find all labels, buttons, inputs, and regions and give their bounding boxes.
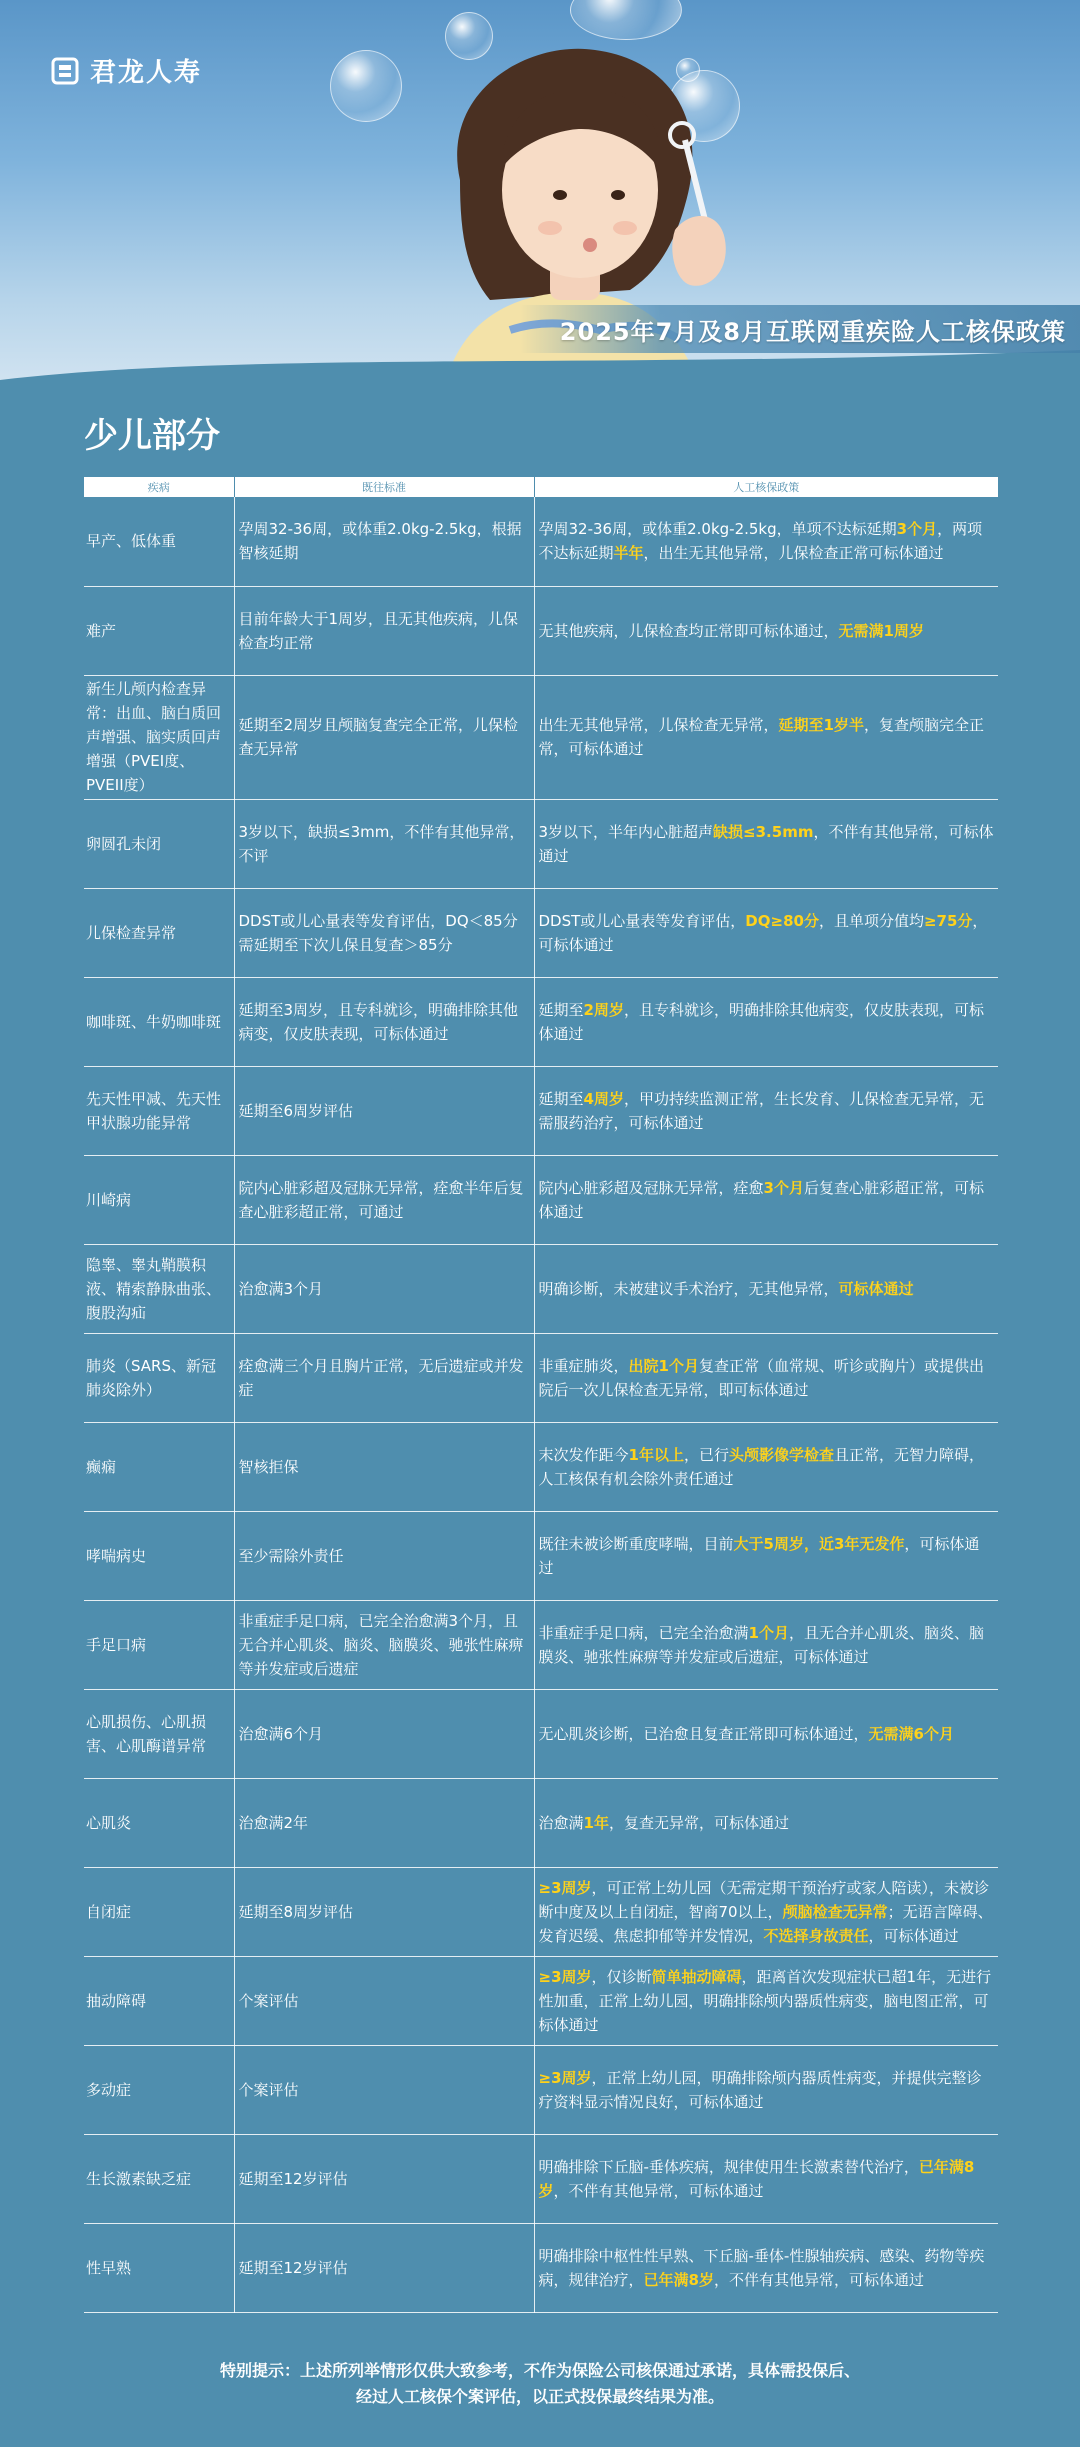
- manual-policy-cell: [534, 1155, 998, 1244]
- disease-cell: 手足口病: [84, 1600, 234, 1689]
- policy-text: 孕周32-36周，或体重2.0kg-2.5kg，单项不达标延期: [538, 520, 897, 539]
- manual-policy-cell: [534, 2134, 998, 2223]
- previous-standard-cell: 延期至12岁评估: [234, 2223, 534, 2312]
- manual-policy-cell: [534, 675, 998, 799]
- table-row: [84, 799, 998, 888]
- table-row: [84, 586, 998, 675]
- table-row: [84, 977, 998, 1066]
- highlight-text: ≥3周岁: [538, 1967, 592, 1986]
- disease-cell: 咖啡斑、牛奶咖啡斑: [84, 977, 234, 1066]
- manual-policy-cell: [534, 799, 998, 888]
- manual-policy-cell: [534, 2045, 998, 2134]
- disease-cell: 抽动障碍: [84, 1956, 234, 2045]
- policy-text: 明确排除中枢性性早熟、下丘脑-垂体-性腺轴疾病、感染、药物等疾病，规律治疗，: [538, 2246, 985, 2289]
- highlight-text: 简单抽动障碍: [651, 1967, 742, 1986]
- manual-policy-cell: [534, 1778, 998, 1867]
- disease-cell: 性早熟: [84, 2223, 234, 2312]
- policy-text: ，出生无其他异常，儿保检查正常可标体通过: [643, 544, 944, 563]
- table-row: [84, 1600, 998, 1689]
- table-row: [84, 1778, 998, 1867]
- previous-standard-cell: 智核拒保: [234, 1422, 534, 1511]
- manual-policy-cell: [534, 1689, 998, 1778]
- disease-cell: 多动症: [84, 2045, 234, 2134]
- manual-policy-cell: [534, 888, 998, 977]
- previous-standard-cell: 非重症手足口病，已完全治愈满3个月，且无合并心肌炎、脑炎、脑膜炎、驰张性麻痹等并发症或后遗症: [234, 1600, 534, 1689]
- manual-policy-cell: [534, 1422, 998, 1511]
- policy-text: 末次发作距今: [538, 1445, 629, 1464]
- policy-text: 且正常，无智力障碍，人工核保有机会除外责任通过: [538, 1445, 984, 1488]
- disclaimer-line: 经过人工核保个案评估，以正式投保最终结果为准。: [355, 2387, 724, 2406]
- disease-cell: 新生儿颅内检查异常：出血、脑白质回声增强、脑实质回声增强（PVEI度、PVEII度）: [84, 675, 234, 799]
- policy-text: 既往未被诊断重度哮喘，目前: [538, 1534, 734, 1553]
- highlight-text: 颅脑检查无异常: [782, 1902, 888, 1921]
- highlight-text: 出院1个月: [628, 1356, 699, 1375]
- disease-cell: 哮喘病史: [84, 1511, 234, 1600]
- policy-text: 非重症手足口病，已完全治愈满: [538, 1623, 749, 1642]
- highlight-text: 无需满6个月: [868, 1724, 954, 1743]
- highlight-text: 1年以上: [628, 1445, 684, 1464]
- policy-text: 延期至: [538, 1089, 584, 1108]
- policy-text: ，不伴有其他异常，可标体通过: [713, 2270, 924, 2289]
- manual-policy-cell: [534, 1956, 998, 2045]
- disease-cell: 早产、低体重: [84, 497, 234, 586]
- policy-text: ，仅诊断: [591, 1967, 652, 1986]
- policy-text: 明确诊断，未被建议手术治疗，无其他异常，: [538, 1279, 839, 1298]
- brand-logo: [50, 52, 202, 89]
- highlight-text: 缺损≤3.5mm: [713, 822, 814, 841]
- disease-cell: 川崎病: [84, 1155, 234, 1244]
- previous-standard-cell: 治愈满6个月: [234, 1689, 534, 1778]
- manual-policy-cell: [534, 977, 998, 1066]
- highlight-text: 无需满1周岁: [838, 621, 924, 640]
- policy-text: 后复查心脏彩超正常，可标体通过: [538, 1178, 984, 1221]
- table-row: [84, 675, 998, 799]
- policy-text: ，已行: [683, 1445, 729, 1464]
- policy-text: ，且专科就诊，明确排除其他病变，仅皮肤表现，可标体通过: [538, 1000, 984, 1043]
- section-title: 少儿部分: [84, 416, 220, 456]
- disease-cell: 心肌炎: [84, 1778, 234, 1867]
- previous-standard-cell: 延期至3周岁，且专科就诊，明确排除其他病变，仅皮肤表现，可标体通过: [234, 977, 534, 1066]
- banner-title: 2025年7月及8月互联网重疾险人工核保政策: [559, 317, 1066, 346]
- policy-text: 明确排除下丘脑-垂体疾病，规律使用生长激素替代治疗，: [538, 2157, 919, 2176]
- table-row: [84, 1066, 998, 1155]
- policy-text: 无其他疾病，儿保检查均正常即可标体通过，: [538, 621, 839, 640]
- policy-text: ，可标体通过: [538, 1534, 980, 1577]
- policy-text: 治愈满: [538, 1813, 584, 1832]
- table-row: [84, 2223, 998, 2312]
- previous-standard-cell: 痊愈满三个月且胸片正常，无后遗症或并发症: [234, 1333, 534, 1422]
- table-row: [84, 2134, 998, 2223]
- highlight-text: ≥75分: [923, 911, 973, 930]
- highlight-text: 已年满8岁: [538, 2157, 975, 2200]
- previous-standard-cell: 延期至6周岁评估: [234, 1066, 534, 1155]
- manual-policy-cell: [534, 1244, 998, 1333]
- highlight-text: 头颅影像学检查: [728, 1445, 834, 1464]
- policy-text: ，复查颅脑完全正常，可标体通过: [538, 716, 984, 758]
- disease-cell: 生长激素缺乏症: [84, 2134, 234, 2223]
- policy-text: ，可正常上幼儿园（无需定期干预治疗或家人陪读），未被诊断中度及以上自闭症，智商70以上，: [538, 1878, 990, 1921]
- previous-standard-cell: 延期至2周岁且颅脑复查完全正常，儿保检查无异常: [234, 675, 534, 799]
- header-disease: 疾病: [84, 477, 234, 497]
- table-row: [84, 888, 998, 977]
- policy-text: 非重症肺炎，: [538, 1356, 629, 1375]
- table-header-row: [84, 477, 998, 497]
- table-row: [84, 1333, 998, 1422]
- bubble-decoration: [330, 50, 402, 122]
- table-row: [84, 497, 998, 586]
- brand-name: 君龙人寿: [90, 58, 203, 88]
- policy-text: ，且无合并心肌炎、脑炎、脑膜炎、驰张性麻痹等并发症或后遗症，可标体通过: [538, 1623, 984, 1666]
- previous-standard-cell: 孕周32-36周，或体重2.0kg-2.5kg，根据智核延期: [234, 497, 534, 586]
- policy-text: 3岁以下，半年内心脏超声: [538, 822, 714, 841]
- highlight-text: 半年: [613, 544, 644, 563]
- header-previous-standard: 既往标准: [234, 477, 534, 497]
- previous-standard-cell: 治愈满3个月: [234, 1244, 534, 1333]
- policy-text: ，可标体通过: [868, 1926, 959, 1945]
- highlight-text: 延期至1岁半: [778, 716, 864, 734]
- disease-cell: 肺炎（SARS、新冠肺炎除外）: [84, 1333, 234, 1422]
- table-row: [84, 1867, 998, 1956]
- disease-cell: 隐睾、睾丸鞘膜积液、精索静脉曲张、腹股沟疝: [84, 1244, 234, 1333]
- header-manual-policy: 人工核保政策: [534, 477, 998, 497]
- logo-mark-icon: [50, 56, 80, 86]
- previous-standard-cell: 延期至12岁评估: [234, 2134, 534, 2223]
- policy-text: 院内心脏彩超及冠脉无异常，痊愈: [538, 1178, 764, 1197]
- manual-policy-cell: [534, 1600, 998, 1689]
- disease-cell: 自闭症: [84, 1867, 234, 1956]
- previous-standard-cell: 目前年龄大于1周岁，且无其他疾病，儿保检查均正常: [234, 586, 534, 675]
- previous-standard-cell: 个案评估: [234, 2045, 534, 2134]
- disclaimer-line: 特别提示：上述所列举情形仅供大致参考，不作为保险公司核保通过承诺，具体需投保后、: [219, 2361, 860, 2380]
- policy-text: ，可标体通过: [538, 911, 988, 954]
- policy-text: ，距离首次发现症状已超1年，无进行性加重，正常上幼儿园，明确排除颅内器质性病变，脑电图正常，可标体通过: [538, 1967, 992, 2034]
- previous-standard-cell: 至少需除外责任: [234, 1511, 534, 1600]
- manual-policy-cell: [534, 1511, 998, 1600]
- previous-standard-cell: 治愈满2年: [234, 1778, 534, 1867]
- highlight-text: 1年: [583, 1813, 609, 1832]
- policy-text: 出生无其他异常，儿保检查无异常，: [538, 716, 779, 734]
- previous-standard-cell: 延期至8周岁评估: [234, 1867, 534, 1956]
- policy-text: DDST或儿心量表等发育评估，: [538, 911, 746, 930]
- highlight-text: 可标体通过: [838, 1279, 914, 1298]
- policy-title-banner: [520, 305, 1080, 353]
- disease-cell: 卵圆孔未闭: [84, 799, 234, 888]
- policy-text: ，复查无异常，可标体通过: [608, 1813, 789, 1832]
- table-row: [84, 1689, 998, 1778]
- previous-standard-cell: 个案评估: [234, 1956, 534, 2045]
- highlight-text: 2周岁: [583, 1000, 624, 1019]
- policy-text: ，两项不达标延期: [538, 520, 983, 563]
- highlight-text: 大于5周岁，近3年无发作: [733, 1534, 905, 1553]
- manual-policy-cell: [534, 2223, 998, 2312]
- highlight-text: ≥3周岁: [538, 2068, 592, 2087]
- manual-policy-cell: [534, 1333, 998, 1422]
- policy-text: ；无语言障碍、发育迟缓、焦虑抑郁等并发情况，: [538, 1902, 993, 1945]
- policy-text: 复查正常（血常规、听诊或胸片）或提供出院后一次儿保检查无异常，即可标体通过: [538, 1356, 984, 1399]
- table-row: [84, 1155, 998, 1244]
- highlight-text: 不选择身故责任: [763, 1926, 869, 1945]
- policy-text: ，甲功持续监测正常，生长发育、儿保检查无异常，无需服药治疗，可标体通过: [538, 1089, 984, 1132]
- disease-cell: 儿保检查异常: [84, 888, 234, 977]
- table-row: [84, 1244, 998, 1333]
- previous-standard-cell: 院内心脏彩超及冠脉无异常，痊愈半年后复查心脏彩超正常，可通过: [234, 1155, 534, 1244]
- policy-text: 延期至: [538, 1000, 584, 1019]
- highlight-text: 3个月: [896, 520, 938, 539]
- highlight-text: 4周岁: [583, 1089, 624, 1108]
- policy-text: 无心肌炎诊断，已治愈且复查正常即可标体通过，: [538, 1724, 869, 1743]
- highlight-text: DQ≥80分: [745, 911, 819, 930]
- highlight-text: 已年满8岁: [643, 2270, 714, 2289]
- highlight-text: 1个月: [748, 1623, 789, 1642]
- highlight-text: 3个月: [763, 1178, 804, 1197]
- policy-text: ，且单项分值均: [818, 911, 924, 930]
- highlight-text: ≥3周岁: [538, 1878, 592, 1897]
- table-row: [84, 2045, 998, 2134]
- disease-cell: 难产: [84, 586, 234, 675]
- disease-cell: 心肌损伤、心肌损害、心肌酶谱异常: [84, 1689, 234, 1778]
- table-row: [84, 1956, 998, 2045]
- previous-standard-cell: 3岁以下，缺损≤3mm，不伴有其他异常，不评: [234, 799, 534, 888]
- previous-standard-cell: DDST或儿心量表等发育评估，DQ＜85分需延期至下次儿保且复查＞85分: [234, 888, 534, 977]
- disease-cell: 先天性甲减、先天性甲状腺功能异常: [84, 1066, 234, 1155]
- table-row: [84, 1422, 998, 1511]
- policy-text: ，不伴有其他异常，可标体通过: [553, 2181, 764, 2200]
- disease-cell: 癫痫: [84, 1422, 234, 1511]
- manual-policy-cell: [534, 1066, 998, 1155]
- manual-policy-cell: [534, 1867, 998, 1956]
- underwriting-table: [84, 477, 998, 2313]
- hero-banner: [0, 0, 1080, 400]
- policy-text: ，不伴有其他异常，可标体通过: [538, 822, 994, 865]
- manual-policy-cell: [534, 497, 998, 586]
- policy-text: ，正常上幼儿园，明确排除颅内器质性病变，并提供完整诊疗资料显示情况良好，可标体通过: [538, 2068, 982, 2111]
- table-row: [84, 1511, 998, 1600]
- manual-policy-cell: [534, 586, 998, 675]
- disclaimer-note: [0, 2358, 1080, 2410]
